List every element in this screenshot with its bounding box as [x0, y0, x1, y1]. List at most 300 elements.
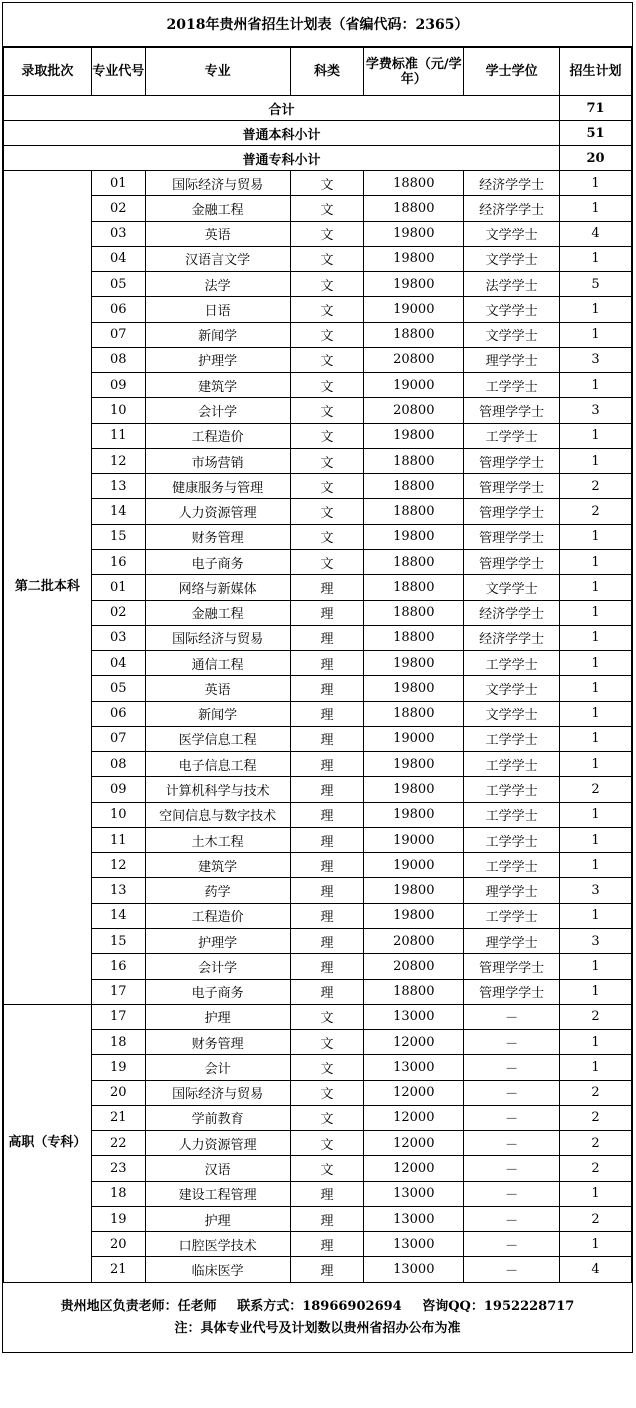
degree: － — [464, 1156, 560, 1181]
major-code: 15 — [91, 524, 145, 549]
major-name: 电子商务 — [145, 979, 290, 1004]
plan-count: 1 — [560, 196, 632, 221]
degree: － — [464, 1105, 560, 1130]
tuition: 20800 — [364, 928, 464, 953]
tuition: 19800 — [364, 246, 464, 271]
major-name: 金融工程 — [145, 600, 290, 625]
major-code: 09 — [91, 373, 145, 398]
subject-type: 理 — [290, 625, 364, 650]
tuition: 12000 — [364, 1080, 464, 1105]
table-row — [4, 423, 632, 448]
major-code: 08 — [91, 347, 145, 372]
plan-count: 1 — [560, 575, 632, 600]
major-name: 国际经济与贸易 — [145, 625, 290, 650]
tuition: 19800 — [364, 651, 464, 676]
subject-type: 文 — [290, 1004, 364, 1029]
table-row — [4, 297, 632, 322]
major-code: 04 — [91, 651, 145, 676]
degree: 法学学士 — [464, 272, 560, 297]
table-row — [4, 499, 632, 524]
degree: 经济学学士 — [464, 196, 560, 221]
major-code: 03 — [91, 625, 145, 650]
tuition: 19800 — [364, 903, 464, 928]
degree: － — [464, 1181, 560, 1206]
plan-count: 1 — [560, 1055, 632, 1080]
degree: － — [464, 1004, 560, 1029]
plan-count: 1 — [560, 549, 632, 574]
major-code: 14 — [91, 903, 145, 928]
table-row — [4, 1030, 632, 1055]
subject-type: 理 — [290, 954, 364, 979]
major-name: 护理学 — [145, 347, 290, 372]
contact-phone: 联系方式：18966902694 — [237, 1299, 402, 1314]
major-name: 口腔医学技术 — [145, 1232, 290, 1257]
degree: － — [464, 1055, 560, 1080]
tuition: 19800 — [364, 423, 464, 448]
plan-count: 1 — [560, 246, 632, 271]
plan-count: 1 — [560, 701, 632, 726]
major-name: 电子信息工程 — [145, 752, 290, 777]
plan-count: 1 — [560, 524, 632, 549]
plan-count: 1 — [560, 1181, 632, 1206]
major-name: 会计 — [145, 1055, 290, 1080]
major-name: 护理学 — [145, 928, 290, 953]
plan-count: 2 — [560, 777, 632, 802]
tuition: 18800 — [364, 448, 464, 473]
degree: 工学学士 — [464, 802, 560, 827]
degree: 工学学士 — [464, 827, 560, 852]
tuition: 12000 — [364, 1131, 464, 1156]
major-code: 01 — [91, 171, 145, 196]
tuition: 18800 — [364, 979, 464, 1004]
subject-type: 文 — [290, 423, 364, 448]
subject-type: 理 — [290, 1232, 364, 1257]
major-name: 建筑学 — [145, 853, 290, 878]
plan-count: 1 — [560, 171, 632, 196]
major-code: 21 — [91, 1105, 145, 1130]
major-code: 19 — [91, 1055, 145, 1080]
plan-count: 1 — [560, 373, 632, 398]
degree: － — [464, 1030, 560, 1055]
degree: 管理学学士 — [464, 398, 560, 423]
table-row — [4, 272, 632, 297]
degree: 经济学学士 — [464, 171, 560, 196]
major-code: 20 — [91, 1080, 145, 1105]
tuition: 19800 — [364, 752, 464, 777]
tuition: 19800 — [364, 878, 464, 903]
plan-count: 1 — [560, 322, 632, 347]
degree: 管理学学士 — [464, 448, 560, 473]
subject-type: 理 — [290, 1206, 364, 1231]
major-code: 15 — [91, 928, 145, 953]
major-code: 10 — [91, 802, 145, 827]
plan-count: 4 — [560, 221, 632, 246]
summary-row-total — [4, 96, 632, 121]
degree: 管理学学士 — [464, 549, 560, 574]
subject-type: 文 — [290, 1131, 364, 1156]
subject-type: 理 — [290, 575, 364, 600]
major-code: 21 — [91, 1257, 145, 1282]
major-name: 土木工程 — [145, 827, 290, 852]
header-major: 专业 — [145, 48, 290, 96]
degree: － — [464, 1080, 560, 1105]
major-code: 06 — [91, 297, 145, 322]
major-name: 汉语言文学 — [145, 246, 290, 271]
tuition: 18800 — [364, 196, 464, 221]
subject-type: 理 — [290, 1181, 364, 1206]
summary-label: 合计 — [4, 96, 560, 121]
table-row — [4, 221, 632, 246]
tuition: 18800 — [364, 549, 464, 574]
major-name: 网络与新媒体 — [145, 575, 290, 600]
table-row — [4, 928, 632, 953]
plan-count: 4 — [560, 1257, 632, 1282]
plan-count: 5 — [560, 272, 632, 297]
table-row — [4, 246, 632, 271]
major-code: 09 — [91, 777, 145, 802]
plan-count: 1 — [560, 651, 632, 676]
plan-count: 2 — [560, 1206, 632, 1231]
table-row — [4, 600, 632, 625]
degree: 文学学士 — [464, 701, 560, 726]
tuition: 12000 — [364, 1030, 464, 1055]
major-name: 临床医学 — [145, 1257, 290, 1282]
major-name: 工程造价 — [145, 903, 290, 928]
plan-count: 1 — [560, 752, 632, 777]
batch-cell: 高职（专科） — [4, 1004, 92, 1282]
tuition: 18800 — [364, 625, 464, 650]
major-name: 护理 — [145, 1206, 290, 1231]
tuition: 18800 — [364, 701, 464, 726]
tuition: 19000 — [364, 853, 464, 878]
degree: 工学学士 — [464, 777, 560, 802]
subject-type: 理 — [290, 701, 364, 726]
contact-qq: 咨询QQ：1952228717 — [422, 1299, 575, 1314]
subject-type: 文 — [290, 448, 364, 473]
major-name: 法学 — [145, 272, 290, 297]
degree: 文学学士 — [464, 297, 560, 322]
tuition: 13000 — [364, 1055, 464, 1080]
summary-row-college — [4, 146, 632, 171]
plan-count: 1 — [560, 423, 632, 448]
subject-type: 理 — [290, 827, 364, 852]
subject-type: 理 — [290, 1257, 364, 1282]
table-row — [4, 726, 632, 751]
subject-type: 理 — [290, 777, 364, 802]
tuition: 19800 — [364, 676, 464, 701]
major-code: 05 — [91, 676, 145, 701]
subject-type: 理 — [290, 651, 364, 676]
table-row — [4, 1156, 632, 1181]
major-code: 01 — [91, 575, 145, 600]
major-code: 08 — [91, 752, 145, 777]
major-name: 财务管理 — [145, 524, 290, 549]
degree: 管理学学士 — [464, 524, 560, 549]
subject-type: 文 — [290, 524, 364, 549]
degree: － — [464, 1131, 560, 1156]
tuition: 13000 — [364, 1206, 464, 1231]
plan-count: 3 — [560, 398, 632, 423]
tuition: 12000 — [364, 1156, 464, 1181]
major-name: 建设工程管理 — [145, 1181, 290, 1206]
tuition: 18800 — [364, 322, 464, 347]
major-name: 会计学 — [145, 398, 290, 423]
table-row — [4, 398, 632, 423]
tuition: 13000 — [364, 1004, 464, 1029]
subject-type: 理 — [290, 676, 364, 701]
subject-type: 文 — [290, 246, 364, 271]
tuition: 13000 — [364, 1257, 464, 1282]
table-row — [4, 1080, 632, 1105]
plan-count: 2 — [560, 1080, 632, 1105]
degree: 文学学士 — [464, 676, 560, 701]
subject-type: 文 — [290, 1156, 364, 1181]
header-row — [4, 48, 632, 96]
tuition: 12000 — [364, 1105, 464, 1130]
summary-row-undergrad — [4, 121, 632, 146]
major-name: 药学 — [145, 878, 290, 903]
table-row — [4, 474, 632, 499]
subject-type: 理 — [290, 928, 364, 953]
subject-type: 文 — [290, 373, 364, 398]
tuition: 18800 — [364, 600, 464, 625]
major-code: 12 — [91, 853, 145, 878]
subject-type: 文 — [290, 221, 364, 246]
subject-type: 文 — [290, 171, 364, 196]
admission-plan-table — [3, 47, 632, 1283]
table-row — [4, 575, 632, 600]
degree: 工学学士 — [464, 423, 560, 448]
header-degree: 学士学位 — [464, 48, 560, 96]
degree: 工学学士 — [464, 373, 560, 398]
table-row — [4, 979, 632, 1004]
major-name: 财务管理 — [145, 1030, 290, 1055]
degree: 理学学士 — [464, 347, 560, 372]
table-row — [4, 651, 632, 676]
plan-count: 1 — [560, 676, 632, 701]
tuition: 19800 — [364, 221, 464, 246]
major-name: 市场营销 — [145, 448, 290, 473]
plan-count: 1 — [560, 954, 632, 979]
tuition: 19000 — [364, 726, 464, 751]
plan-count: 1 — [560, 297, 632, 322]
degree: 管理学学士 — [464, 954, 560, 979]
plan-count: 1 — [560, 903, 632, 928]
major-name: 英语 — [145, 221, 290, 246]
tuition: 18800 — [364, 575, 464, 600]
plan-count: 1 — [560, 1030, 632, 1055]
subject-type: 文 — [290, 347, 364, 372]
subject-type: 文 — [290, 499, 364, 524]
major-code: 03 — [91, 221, 145, 246]
major-code: 13 — [91, 878, 145, 903]
table-row — [4, 524, 632, 549]
tuition: 19000 — [364, 297, 464, 322]
degree: 文学学士 — [464, 575, 560, 600]
subject-type: 理 — [290, 752, 364, 777]
major-name: 新闻学 — [145, 322, 290, 347]
tuition: 19000 — [364, 827, 464, 852]
plan-count: 3 — [560, 347, 632, 372]
major-code: 18 — [91, 1181, 145, 1206]
header-code: 专业代号 — [91, 48, 145, 96]
table-row — [4, 347, 632, 372]
table-row — [4, 752, 632, 777]
major-name: 学前教育 — [145, 1105, 290, 1130]
table-title: 2018年贵州省招生计划表（省编代码：2365） — [3, 3, 632, 47]
major-name: 英语 — [145, 676, 290, 701]
plan-count: 2 — [560, 474, 632, 499]
plan-count: 2 — [560, 1131, 632, 1156]
degree: － — [464, 1206, 560, 1231]
table-row — [4, 1257, 632, 1282]
tuition: 13000 — [364, 1232, 464, 1257]
header-tuition: 学费标准（元/学年） — [364, 48, 464, 96]
major-name: 国际经济与贸易 — [145, 1080, 290, 1105]
header-subject: 科类 — [290, 48, 364, 96]
plan-count: 1 — [560, 1232, 632, 1257]
degree: 经济学学士 — [464, 600, 560, 625]
major-name: 人力资源管理 — [145, 499, 290, 524]
degree: 文学学士 — [464, 322, 560, 347]
plan-count: 2 — [560, 1156, 632, 1181]
tuition: 19000 — [364, 373, 464, 398]
major-code: 02 — [91, 600, 145, 625]
table-row — [4, 171, 632, 196]
major-code: 04 — [91, 246, 145, 271]
major-name: 护理 — [145, 1004, 290, 1029]
tuition: 20800 — [364, 347, 464, 372]
table-row — [4, 701, 632, 726]
plan-count: 1 — [560, 726, 632, 751]
footer-note: 注：具体专业代号及计划数以贵州省招办公布为准 — [174, 1321, 461, 1336]
major-name: 计算机科学与技术 — [145, 777, 290, 802]
major-code: 16 — [91, 954, 145, 979]
header-plan: 招生计划 — [560, 48, 632, 96]
subject-type: 文 — [290, 474, 364, 499]
tuition: 19800 — [364, 777, 464, 802]
table-row — [4, 777, 632, 802]
subject-type: 理 — [290, 600, 364, 625]
subject-type: 文 — [290, 322, 364, 347]
footer-contact-line — [3, 1296, 632, 1318]
tuition: 20800 — [364, 398, 464, 423]
major-code: 11 — [91, 827, 145, 852]
degree: 管理学学士 — [464, 499, 560, 524]
tuition: 18800 — [364, 499, 464, 524]
major-name: 人力资源管理 — [145, 1131, 290, 1156]
plan-count: 1 — [560, 625, 632, 650]
plan-count: 1 — [560, 853, 632, 878]
major-name: 空间信息与数字技术 — [145, 802, 290, 827]
plan-count: 1 — [560, 802, 632, 827]
major-name: 国际经济与贸易 — [145, 171, 290, 196]
subject-type: 理 — [290, 853, 364, 878]
degree: 工学学士 — [464, 726, 560, 751]
major-code: 22 — [91, 1131, 145, 1156]
table-row — [4, 827, 632, 852]
major-code: 12 — [91, 448, 145, 473]
subject-type: 文 — [290, 1105, 364, 1130]
header-batch: 录取批次 — [4, 48, 92, 96]
subject-type: 文 — [290, 272, 364, 297]
major-name: 汉语 — [145, 1156, 290, 1181]
plan-count: 2 — [560, 1105, 632, 1130]
table-row — [4, 903, 632, 928]
degree: 经济学学士 — [464, 625, 560, 650]
major-name: 医学信息工程 — [145, 726, 290, 751]
major-code: 17 — [91, 979, 145, 1004]
subject-type: 理 — [290, 726, 364, 751]
plan-count: 1 — [560, 827, 632, 852]
major-name: 健康服务与管理 — [145, 474, 290, 499]
major-code: 20 — [91, 1232, 145, 1257]
table-row — [4, 802, 632, 827]
subject-type: 文 — [290, 1055, 364, 1080]
summary-value: 71 — [560, 96, 632, 121]
table-row — [4, 1131, 632, 1156]
degree: － — [464, 1232, 560, 1257]
summary-value: 20 — [560, 146, 632, 171]
batch-cell: 第二批本科 — [4, 171, 92, 1005]
degree: 工学学士 — [464, 752, 560, 777]
plan-count: 3 — [560, 878, 632, 903]
subject-type: 理 — [290, 903, 364, 928]
major-code: 06 — [91, 701, 145, 726]
table-row — [4, 549, 632, 574]
plan-count: 3 — [560, 928, 632, 953]
subject-type: 文 — [290, 297, 364, 322]
table-row — [4, 373, 632, 398]
major-code: 02 — [91, 196, 145, 221]
plan-count: 1 — [560, 979, 632, 1004]
table-row — [4, 1206, 632, 1231]
table-row — [4, 1105, 632, 1130]
admission-plan-sheet — [2, 2, 633, 1353]
major-code: 07 — [91, 322, 145, 347]
major-code: 05 — [91, 272, 145, 297]
degree: 工学学士 — [464, 651, 560, 676]
table-row — [4, 853, 632, 878]
table-row — [4, 448, 632, 473]
degree: 理学学士 — [464, 928, 560, 953]
major-code: 16 — [91, 549, 145, 574]
table-row — [4, 676, 632, 701]
subject-type: 文 — [290, 398, 364, 423]
major-name: 新闻学 — [145, 701, 290, 726]
summary-label: 普通本科小计 — [4, 121, 560, 146]
major-name: 日语 — [145, 297, 290, 322]
table-row — [4, 1181, 632, 1206]
degree: － — [464, 1257, 560, 1282]
table-row — [4, 1004, 632, 1029]
tuition: 18800 — [364, 171, 464, 196]
subject-type: 文 — [290, 196, 364, 221]
major-code: 19 — [91, 1206, 145, 1231]
subject-type: 理 — [290, 979, 364, 1004]
major-code: 18 — [91, 1030, 145, 1055]
plan-count: 1 — [560, 448, 632, 473]
major-code: 23 — [91, 1156, 145, 1181]
subject-type: 文 — [290, 549, 364, 574]
major-name: 会计学 — [145, 954, 290, 979]
subject-type: 理 — [290, 802, 364, 827]
major-code: 13 — [91, 474, 145, 499]
tuition: 13000 — [364, 1181, 464, 1206]
major-name: 金融工程 — [145, 196, 290, 221]
table-row — [4, 625, 632, 650]
plan-count: 2 — [560, 499, 632, 524]
